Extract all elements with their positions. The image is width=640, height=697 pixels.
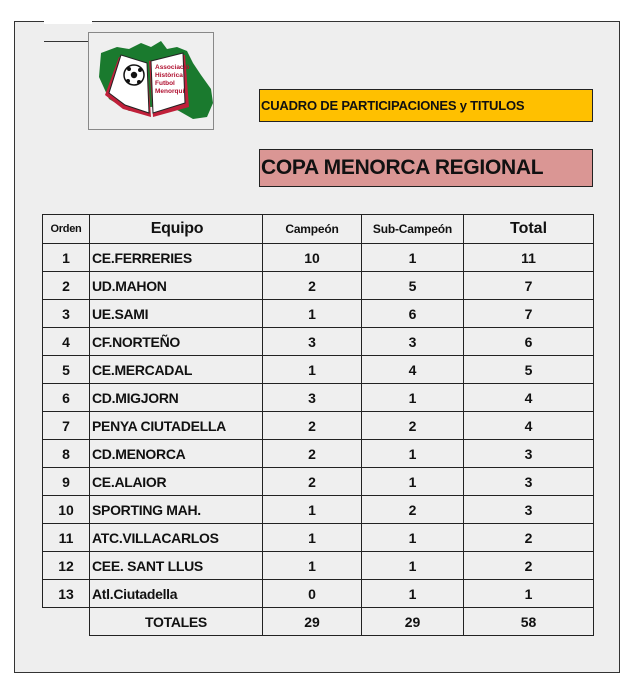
total-subcampeon: 29 [362, 608, 464, 636]
cell-equipo: Atl.Ciutadella [90, 580, 263, 608]
cell-campeon: 1 [263, 356, 362, 384]
table-row [43, 440, 594, 468]
empty-cell [43, 608, 90, 636]
table-row [43, 580, 594, 608]
cell-campeon: 1 [263, 496, 362, 524]
cell-subcampeon: 1 [362, 524, 464, 552]
cell-campeon: 1 [263, 552, 362, 580]
cell-orden: 8 [43, 440, 90, 468]
table-row [43, 468, 594, 496]
column-header-subcampeon: Sub-Campeón [362, 215, 464, 244]
cell-subcampeon: 1 [362, 440, 464, 468]
table-header-row [43, 215, 594, 244]
cell-total: 2 [464, 552, 594, 580]
cell-campeon: 1 [263, 300, 362, 328]
cell-orden: 4 [43, 328, 90, 356]
total-total: 58 [464, 608, 594, 636]
cell-campeon: 2 [263, 272, 362, 300]
cell-equipo: CD.MENORCA [90, 440, 263, 468]
table-row [43, 300, 594, 328]
logo [88, 32, 214, 130]
cell-total: 5 [464, 356, 594, 384]
table-row [43, 384, 594, 412]
cell-equipo: UE.SAMI [90, 300, 263, 328]
table-row [43, 356, 594, 384]
cell-subcampeon: 4 [362, 356, 464, 384]
cell-campeon: 10 [263, 244, 362, 272]
cell-orden: 5 [43, 356, 90, 384]
cell-equipo: ATC.VILLACARLOS [90, 524, 263, 552]
cell-orden: 7 [43, 412, 90, 440]
table-row [43, 272, 594, 300]
cell-campeon: 2 [263, 440, 362, 468]
cell-campeon: 0 [263, 580, 362, 608]
cell-orden: 2 [43, 272, 90, 300]
cell-equipo: CEE. SANT LLUS [90, 552, 263, 580]
cell-total: 7 [464, 300, 594, 328]
cell-campeon: 2 [263, 468, 362, 496]
table-row [43, 244, 594, 272]
cell-total: 3 [464, 496, 594, 524]
cell-equipo: CE.FERRERIES [90, 244, 263, 272]
cell-orden: 6 [43, 384, 90, 412]
cell-total: 3 [464, 468, 594, 496]
cell-subcampeon: 6 [362, 300, 464, 328]
totals-row [43, 608, 594, 636]
cell-orden: 13 [43, 580, 90, 608]
cell-orden: 1 [43, 244, 90, 272]
cell-subcampeon: 2 [362, 496, 464, 524]
table-row [43, 412, 594, 440]
cell-campeon: 2 [263, 412, 362, 440]
standings-table [42, 214, 594, 636]
cell-equipo: SPORTING MAH. [90, 496, 263, 524]
column-header-campeon: Campeón [263, 215, 362, 244]
cell-subcampeon: 1 [362, 552, 464, 580]
svg-text:Associació: Associació [155, 64, 190, 71]
cell-equipo: UD.MAHON [90, 272, 263, 300]
total-campeon: 29 [263, 608, 362, 636]
subtitle-banner [259, 89, 593, 122]
cell-campeon: 1 [263, 524, 362, 552]
totals-label: TOTALES [90, 608, 263, 636]
cell-subcampeon: 1 [362, 468, 464, 496]
cell-total: 11 [464, 244, 594, 272]
cell-subcampeon: 1 [362, 580, 464, 608]
svg-text:Futbol: Futbol [155, 80, 175, 87]
cell-orden: 12 [43, 552, 90, 580]
cell-total: 7 [464, 272, 594, 300]
column-header-orden: Orden [43, 215, 90, 244]
cell-equipo: CE.MERCADAL [90, 356, 263, 384]
cell-total: 2 [464, 524, 594, 552]
table-row [43, 496, 594, 524]
cell-orden: 11 [43, 524, 90, 552]
column-header-total: Total [464, 215, 594, 244]
cell-equipo: CD.MIGJORN [90, 384, 263, 412]
cell-total: 4 [464, 384, 594, 412]
cell-total: 4 [464, 412, 594, 440]
table-row [43, 524, 594, 552]
cell-orden: 3 [43, 300, 90, 328]
cell-subcampeon: 3 [362, 328, 464, 356]
cell-equipo: CE.ALAIOR [90, 468, 263, 496]
cell-subcampeon: 2 [362, 412, 464, 440]
svg-text:Menorquí: Menorquí [155, 88, 185, 95]
subtitle-text: CUADRO DE PARTICIPACIONES y TITULOS [261, 98, 525, 113]
page-title: COPA MENORCA REGIONAL [261, 156, 544, 179]
border-gap [44, 19, 92, 24]
cell-subcampeon: 5 [362, 272, 464, 300]
connector-line [44, 41, 90, 42]
cell-equipo: CF.NORTEÑO [90, 328, 263, 356]
cell-orden: 10 [43, 496, 90, 524]
table-row [43, 328, 594, 356]
table-row [43, 552, 594, 580]
cell-orden: 9 [43, 468, 90, 496]
cell-total: 6 [464, 328, 594, 356]
cell-subcampeon: 1 [362, 244, 464, 272]
title-banner [259, 149, 593, 187]
column-header-equipo: Equipo [90, 215, 263, 244]
cell-equipo: PENYA CIUTADELLA [90, 412, 263, 440]
cell-campeon: 3 [263, 328, 362, 356]
cell-total: 3 [464, 440, 594, 468]
book-football-logo-icon [89, 33, 215, 131]
cell-total: 1 [464, 580, 594, 608]
svg-text:Històrica: Històrica [155, 72, 183, 79]
cell-campeon: 3 [263, 384, 362, 412]
cell-subcampeon: 1 [362, 384, 464, 412]
